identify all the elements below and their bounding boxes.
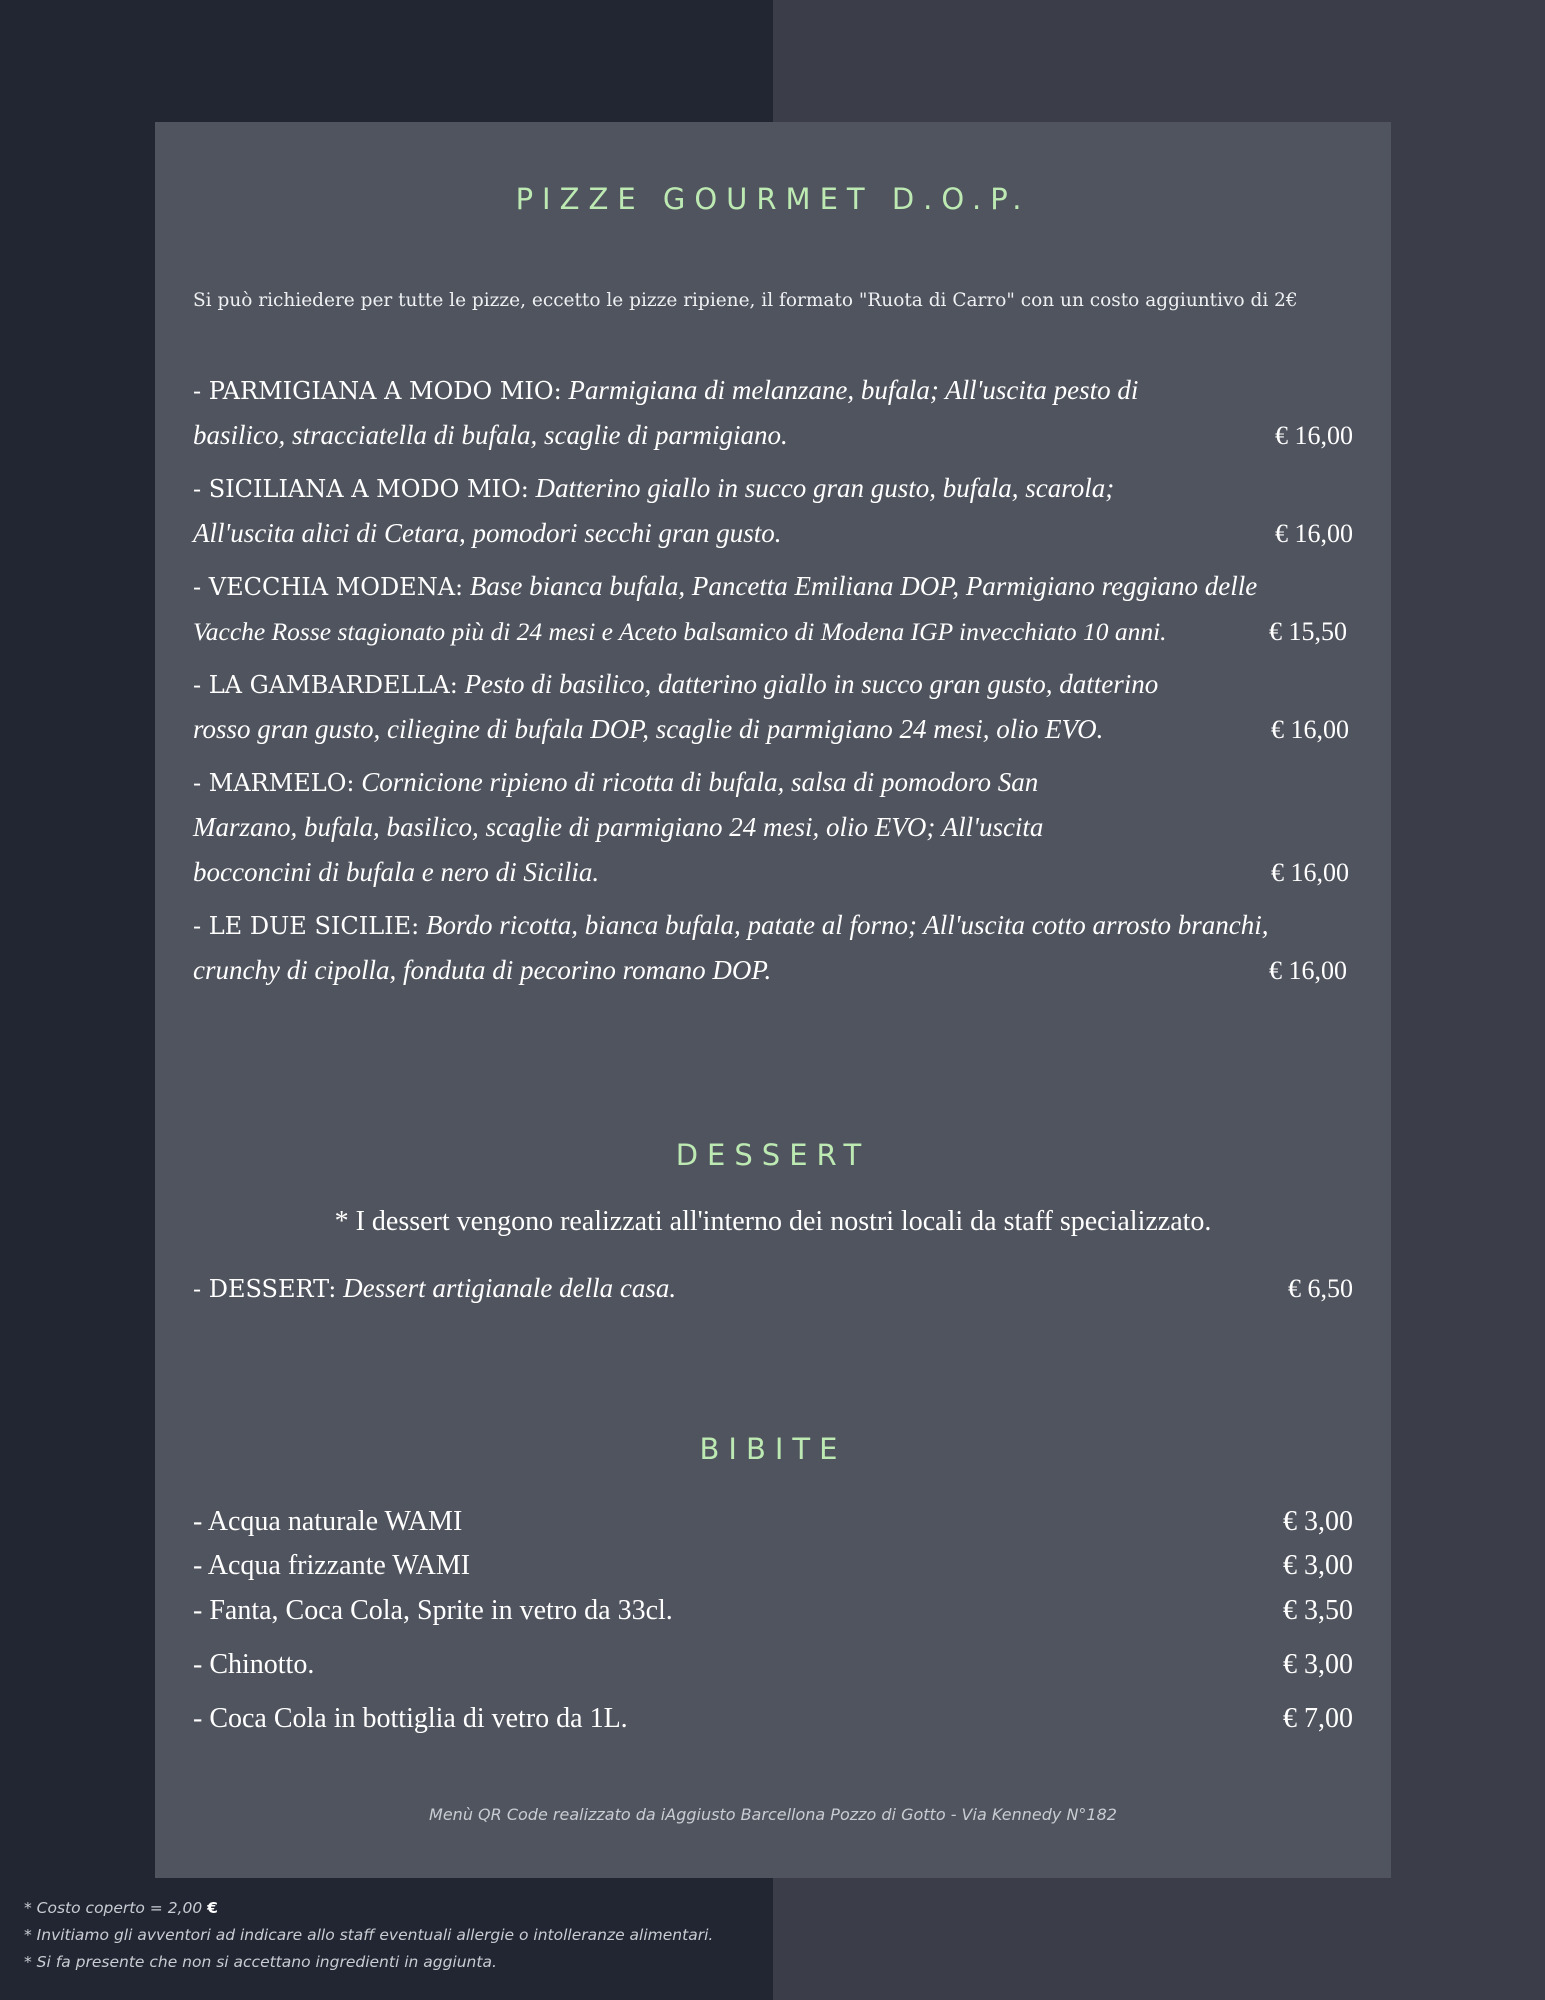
drink-item [193,1697,1353,1741]
item-price: € 16,00 [1275,421,1353,450]
drink-name: - Chinotto. [193,1649,315,1680]
item-price: € 16,00 [1271,858,1349,887]
ruota-di-carro-note: Si può richiedere per tutte le pizze, eccetto le pizze ripiene, il formato "Ruota di Carro" con un costo aggiuntivo di 2€ [193,290,1298,311]
drink-name: - Fanta, Coca Cola, Sprite in vetro da 33cl. [193,1595,673,1626]
coperto-label: * Costo coperto = 2,00 [24,1899,208,1917]
qr-credit: Menù QR Code realizzato da iAggiusto Barcellona Pozzo di Gotto - Via Kennedy N°182 [429,1805,1117,1824]
drink-item [193,1643,1353,1687]
drink-name: - Acqua naturale WAMI [193,1506,463,1537]
drink-name: - Acqua frizzante WAMI [193,1550,471,1581]
item-name: - LA GAMBARDELLA: [193,671,458,699]
item-desc: Datterino giallo in succo gran gusto, bufala, scarola; [528,473,1115,503]
drink-price: € 3,50 [1283,1595,1353,1626]
menu-item [193,1266,1353,1311]
item-desc: rosso gran gusto, ciliegine di bufala DOP, scaglie di parmigiano 24 mesi, olio EVO. [193,714,1104,744]
item-desc: All'uscita alici di Cetara, pomodori secchi gran gusto. [193,518,782,548]
item-desc: Pesto di basilico, datterino giallo in succo gran gusto, datterino [457,669,1159,699]
euro-symbol: € [207,1899,218,1917]
item-desc: basilico, stracciatella di bufala, scaglie di parmigiano. [193,420,788,450]
item-name: - DESSERT: [193,1275,337,1303]
menu-item [193,760,1353,895]
item-desc: Bordo ricotta, bianca bufala, patate al forno; All'uscita cotto arrosto branchi, [419,910,1269,940]
item-desc: crunchy di cipolla, fonduta di pecorino romano DOP. [193,955,772,985]
item-desc: Base bianca bufala, Pancetta Emiliana DOP, Parmigiano reggiano delle [463,571,1258,601]
item-name: - LE DUE SICILIE: [193,912,420,940]
drink-price: € 3,00 [1283,1649,1353,1680]
item-desc: Dessert artigianale della casa. [336,1273,677,1303]
item-desc: Marzano, bufala, basilico, scaglie di parmigiano 24 mesi, olio EVO; All'uscita [193,812,1044,842]
menu-item [193,368,1353,458]
item-name: - PARMIGIANA A MODO MIO: [193,377,562,405]
menu-item [193,564,1353,654]
menu-item [193,903,1353,993]
item-price: € 16,00 [1271,715,1349,744]
drink-item [193,1500,1353,1544]
item-desc: Cornicione ripieno di ricotta di bufala, salsa di pomodoro San [354,767,1039,797]
item-name: - MARMELO: [193,769,355,797]
item-desc: Vacche Rosse stagionato più di 24 mesi e Aceto balsamico di Modena IGP invecchiato 10 anni. [193,617,1167,646]
item-desc: Parmigiana di melanzane, bufala; All'uscita pesto di [561,375,1139,405]
footer-coperto [24,1899,218,1917]
item-price: € 6,50 [1288,1274,1353,1303]
item-desc: bocconcini di bufala e nero di Sicilia. [193,857,600,887]
section-title-dessert: DESSERT [675,1138,871,1172]
drink-price: € 3,00 [1283,1506,1353,1537]
footer-allergie: * Invitiamo gli avventori ad indicare allo staff eventuali allergie o intolleranze alimentari. [24,1926,714,1944]
drink-price: € 7,00 [1283,1703,1353,1734]
menu-item [193,662,1353,752]
item-name: - VECCHIA MODENA: [193,573,464,601]
footer-ingredienti: * Si fa presente che non si accettano ingredienti in aggiunta. [24,1953,497,1971]
dessert-note: * I dessert vengono realizzati all'interno dei nostri locali da staff specializzato. [334,1206,1212,1237]
drink-name: - Coca Cola in bottiglia di vetro da 1L. [193,1703,628,1734]
drink-item [193,1544,1353,1588]
item-price: € 16,00 [1275,519,1353,548]
item-price: € 16,00 [1269,956,1347,985]
item-price: € 15,50 [1269,617,1347,646]
menu-item [193,466,1353,556]
item-name: - SICILIANA A MODO MIO: [193,475,529,503]
drink-price: € 3,00 [1283,1550,1353,1581]
drink-item [193,1589,1353,1633]
section-title-pizze: PIZZE GOURMET D.O.P. [515,182,1031,216]
section-title-bibite: BIBITE [699,1432,847,1466]
menu-card [155,122,1391,1878]
